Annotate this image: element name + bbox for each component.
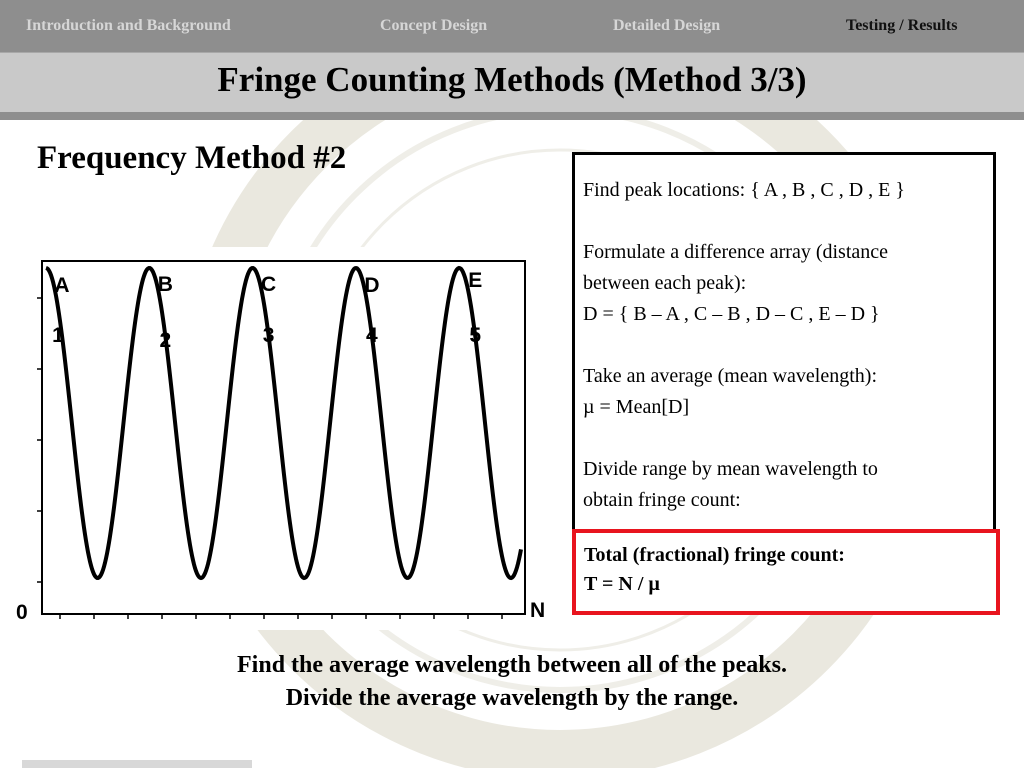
section-heading: Frequency Method #2 [37, 140, 347, 176]
peak-number-3: 3 [262, 324, 275, 347]
step3-line2: µ = Mean[D] [583, 396, 690, 418]
peak-number-1: 1 [52, 324, 64, 347]
peak-letter-c: C [261, 273, 277, 296]
result-line2: T = N / µ [584, 573, 660, 595]
result-highlight-box [572, 529, 1000, 615]
peak-number-2: 2 [159, 329, 172, 352]
nav-concept-design[interactable]: Concept Design [380, 17, 488, 34]
nav-testing-results[interactable]: Testing / Results [846, 17, 958, 34]
step4-line2: obtain fringe count: [583, 489, 741, 511]
summary-line1: Find the average wavelength between all of the peaks. [237, 652, 787, 678]
result-line1: Total (fractional) fringe count: [584, 544, 845, 566]
fringe-signal-curve [46, 268, 521, 578]
step2-line1: Formulate a difference array (distance [583, 241, 889, 263]
slide-title: Fringe Counting Methods (Method 3/3) [217, 60, 807, 99]
summary-text [0, 649, 1024, 715]
peak-number-5: 5 [469, 324, 482, 347]
x-axis-start-label: 0 [16, 601, 28, 624]
footer-strip [22, 760, 252, 768]
step3-line1: Take an average (mean wavelength): [583, 365, 877, 387]
peak-number-4: 4 [366, 324, 378, 347]
step2-line2: between each peak): [583, 272, 747, 294]
peak-letter-d: D [364, 274, 380, 297]
nav-introduction-and-background[interactable]: Introduction and Background [26, 17, 231, 34]
nav-detailed-design[interactable]: Detailed Design [613, 17, 721, 34]
peak-letter-e: E [468, 269, 483, 292]
x-axis-end-label: N [530, 599, 546, 622]
step4-line1: Divide range by mean wavelength to [583, 458, 878, 480]
peak-letter-a: A [54, 274, 70, 297]
plot-frame [42, 261, 525, 614]
summary-line2: Divide the average wavelength by the range. [285, 685, 739, 711]
step2-line3: D = { B – A , C – B , D – C , E – D } [583, 303, 880, 325]
step1-text: Find peak locations: { A , B , C , D , E } [583, 179, 905, 201]
peak-letter-b: B [157, 273, 173, 296]
